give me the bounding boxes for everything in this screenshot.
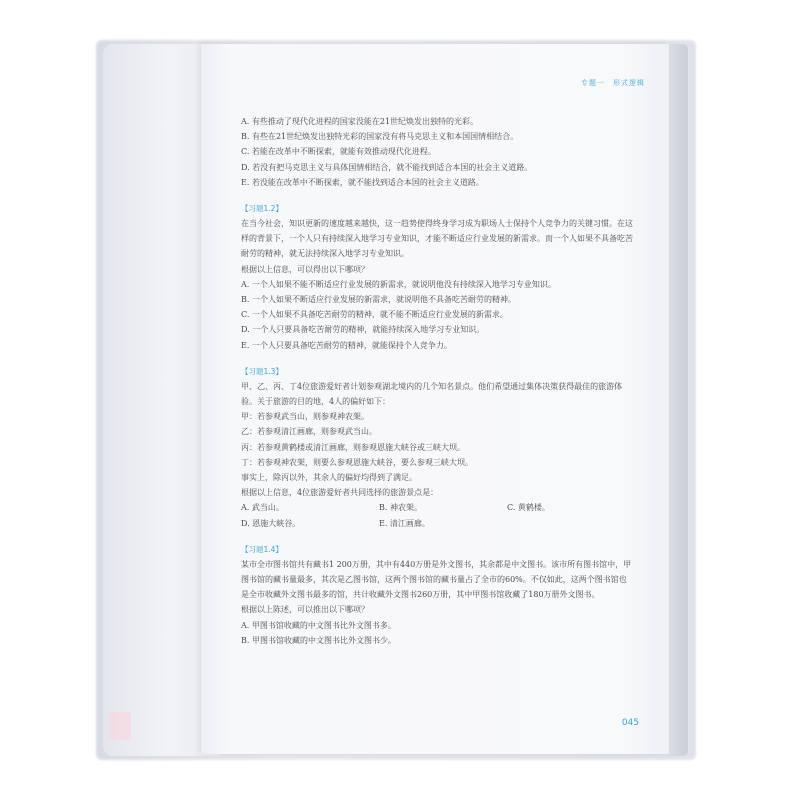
- preference-yi: 乙：若参观清江画廊，则参观武当山。: [241, 427, 377, 437]
- option-e: E. 若没能在改革中不断探索，就不能找到适合本国的社会主义道路。: [241, 177, 484, 187]
- question-tag: 【习题1.4】: [241, 544, 283, 554]
- question-1-2: [241, 202, 633, 353]
- page-number: 045: [621, 718, 639, 728]
- question-stem: 某市全市图书馆共有藏书1 200万册，其中有440万册是外文图书，其余都是中文图书。该市所有图书馆中，甲图书馆的藏书量最多，其次是乙图书馆，这两个图书馆的藏书量占了全市的60%。不仅如此，这两个图书馆也是全市收藏外文图书最多的馆，共计收藏外文图书260万册，其中甲图书馆收藏了180万册外文图书。: [241, 559, 632, 600]
- options-row-2: [241, 516, 633, 531]
- question-tag: 【习题1.3】: [241, 366, 283, 376]
- option-d: D. 若没有把马克思主义与具体国情相结合，就不能找到适合本国的社会主义道路。: [241, 162, 533, 172]
- options-row-1: [241, 500, 633, 515]
- preference-jia: 甲：若参观武当山，则参观神农架。: [241, 412, 369, 422]
- option-b: B. 一个人如果不断适应行业发展的新需求，就说明他不具备吃苦耐劳的精神。: [241, 295, 516, 305]
- page-edge-mark: [109, 712, 131, 740]
- question-fact: 事实上，除丙以外，其余人的偏好均得到了满足。: [241, 473, 417, 483]
- question-1-4: [241, 543, 633, 648]
- page-header: 专题一 形式逻辑: [581, 79, 645, 87]
- question-prompt: 根据以上信息，可以得出以下哪项？: [241, 264, 369, 274]
- option-b: B. 神农架。: [379, 503, 422, 513]
- option-a: A. 武当山。: [241, 503, 284, 513]
- option-e: E. 清江画廊。: [379, 518, 430, 528]
- option-a: A. 甲图书馆收藏的中文图书比外文图书多。: [241, 620, 396, 630]
- question-stem: 甲、乙、丙、丁4位旅游爱好者计划参观湖北境内的几个知名景点。他们希望通过集体决策获得最佳的旅游体验。关于旅游的目的地，4人的偏好如下：: [241, 381, 623, 407]
- preference-bing: 丙：若参观黄鹤楼或清江画廊，则参观恩施大峡谷或三峡大坝。: [241, 442, 465, 452]
- book-page: [201, 44, 669, 754]
- question-1-3: [241, 365, 633, 531]
- option-c: C. 若能在改革中不断探索，就能有效推动现代化进程。: [241, 147, 436, 157]
- question-stem: 在当今社会，知识更新的速度越来越快，这一趋势使得终身学习成为职场人士保持个人竞争力的关键习惯。在这样的背景下，一个人只有持续深入地学习专业知识，才能不断适应行业发展的新需求。而一个人如果不具备吃苦耐劳的精神，就无法持续深入地学习专业知识。: [241, 219, 633, 259]
- option-c: C. 一个人如果不具备吃苦耐劳的精神，就不能不断适应行业发展的新需求。: [241, 310, 508, 320]
- option-d: D. 恩施大峡谷。: [241, 518, 301, 528]
- option-c: C. 黄鹤楼。: [507, 503, 550, 513]
- question-prompt: 根据以上信息，4位旅游爱好者共同选择的旅游景点是：: [241, 488, 439, 498]
- option-b: B. 甲图书馆收藏的中文图书比外文图书少。: [241, 635, 396, 645]
- block1-options: [241, 114, 633, 190]
- preference-ding: 丁：若参观神农架，则要么参观恩施大峡谷，要么参观三峡大坝。: [241, 457, 473, 467]
- option-a: A. 一个人如果不能不断适应行业发展的新需求，就说明他没有持续深入地学习专业知识。: [241, 279, 556, 289]
- option-b: B. 有些在21世纪焕发出独特光彩的国家没有将马克思主义和本国国情相结合。: [241, 132, 519, 142]
- option-a: A. 有些推动了现代化进程的国家没能在21世纪焕发出独特的光彩。: [241, 117, 479, 126]
- page-content: [241, 114, 633, 648]
- question-prompt: 根据以上陈述，可以推出以下哪项？: [241, 605, 369, 615]
- option-e: E. 一个人只要具备吃苦耐劳的精神，就能保持个人竞争力。: [241, 340, 452, 350]
- option-d: D. 一个人只要具备吃苦耐劳的精神，就能持续深入地学习专业知识。: [241, 325, 485, 335]
- question-tag: 【习题1.2】: [241, 204, 283, 214]
